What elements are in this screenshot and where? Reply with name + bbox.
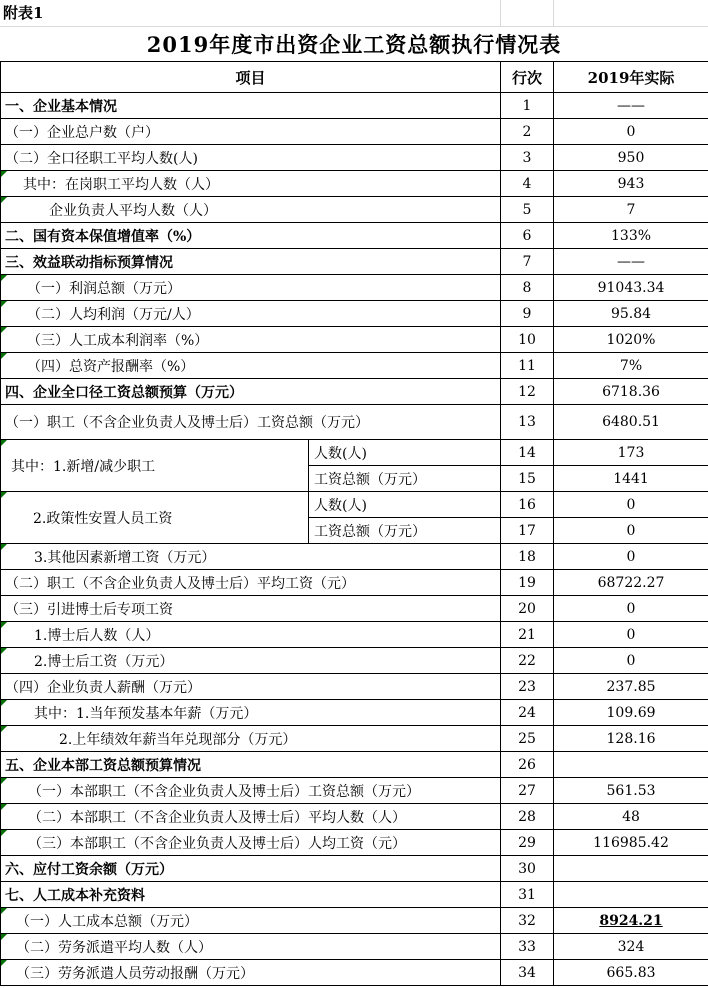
value-cell: 0 xyxy=(554,518,708,544)
col-header-actual: 2019年实际 xyxy=(554,62,708,93)
sub-item-cell: 工资总额（万元） xyxy=(309,518,501,544)
header-row xyxy=(1,62,708,93)
value-cell: 0 xyxy=(554,544,708,570)
value-cell: 943 xyxy=(554,171,708,197)
value-cell: 561.53 xyxy=(554,778,708,804)
wage-execution-table xyxy=(0,61,708,986)
line-no-cell: 12 xyxy=(501,379,554,405)
gridline xyxy=(500,0,501,26)
value-cell: 128.16 xyxy=(554,726,708,752)
value-cell: 109.69 xyxy=(554,700,708,726)
item-cell: 3.其他因素新增工资（万元） xyxy=(1,544,501,570)
line-no-cell: 23 xyxy=(501,674,554,700)
line-no-cell: 27 xyxy=(501,778,554,804)
item-group-cell: 2.政策性安置人员工资 xyxy=(1,492,309,544)
item-cell: （四）企业负责人薪酬（万元） xyxy=(1,674,501,700)
item-cell: 四、企业全口径工资总额预算（万元） xyxy=(1,379,501,405)
sub-item-cell: 人数(人) xyxy=(309,492,501,518)
value-cell: 6480.51 xyxy=(554,405,708,440)
table-row xyxy=(1,379,708,405)
col-header-line-no: 行次 xyxy=(501,62,554,93)
value-cell: 0 xyxy=(554,622,708,648)
line-no-cell: 34 xyxy=(501,960,554,986)
item-cell: 七、人工成本补充资料 xyxy=(1,882,501,908)
table-row xyxy=(1,223,708,249)
item-cell: （三）劳务派遣人员劳动报酬（万元） xyxy=(1,960,501,986)
sub-item-cell: 工资总额（万元） xyxy=(309,466,501,492)
item-cell: 其中：1.当年预发基本年薪（万元） xyxy=(1,700,501,726)
line-no-cell: 20 xyxy=(501,596,554,622)
item-cell: 五、企业本部工资总额预算情况 xyxy=(1,752,501,778)
item-cell: （一）职工（不含企业负责人及博士后）工资总额（万元） xyxy=(1,405,501,440)
cell-flag-icon xyxy=(1,353,7,359)
cell-flag-icon xyxy=(1,440,7,446)
value-cell: 95.84 xyxy=(554,301,708,327)
value-cell: 6718.36 xyxy=(554,379,708,405)
gridline xyxy=(553,0,554,26)
value-cell: 1020% xyxy=(554,327,708,353)
table-row xyxy=(1,648,708,674)
cell-flag-icon xyxy=(1,908,7,914)
value-cell: 0 xyxy=(554,119,708,145)
table-row xyxy=(1,119,708,145)
value-cell: 68722.27 xyxy=(554,570,708,596)
table-row xyxy=(1,249,708,275)
cell-flag-icon xyxy=(1,197,7,203)
table-row xyxy=(1,492,708,518)
line-no-cell: 14 xyxy=(501,440,554,466)
item-cell: 二、国有资本保值增值率（%） xyxy=(1,223,501,249)
appendix-label: 附表1 xyxy=(3,4,44,22)
item-cell: 1.博士后人数（人） xyxy=(1,622,501,648)
table-row xyxy=(1,570,708,596)
col-header-item: 项目 xyxy=(1,62,501,93)
value-cell: 48 xyxy=(554,804,708,830)
sub-item-cell: 人数(人) xyxy=(309,440,501,466)
cell-flag-icon xyxy=(1,275,7,281)
pre-title-row xyxy=(0,0,708,27)
cell-flag-icon xyxy=(1,544,7,550)
value-cell xyxy=(554,882,708,908)
line-no-cell: 2 xyxy=(501,119,554,145)
cell-flag-icon xyxy=(1,830,7,836)
table-row xyxy=(1,830,708,856)
value-cell: 116985.42 xyxy=(554,830,708,856)
table-row xyxy=(1,327,708,353)
cell-flag-icon xyxy=(1,301,7,307)
line-no-cell: 16 xyxy=(501,492,554,518)
table-row xyxy=(1,674,708,700)
table-row xyxy=(1,856,708,882)
table-row xyxy=(1,960,708,986)
line-no-cell: 8 xyxy=(501,275,554,301)
line-no-cell: 5 xyxy=(501,197,554,223)
value-cell: —— xyxy=(554,93,708,119)
line-no-cell: 1 xyxy=(501,93,554,119)
cell-flag-icon xyxy=(1,960,7,966)
line-no-cell: 4 xyxy=(501,171,554,197)
table-row xyxy=(1,301,708,327)
item-cell: 一、企业基本情况 xyxy=(1,93,501,119)
item-cell: （三）人工成本利润率（%） xyxy=(1,327,501,353)
line-no-cell: 21 xyxy=(501,622,554,648)
line-no-cell: 26 xyxy=(501,752,554,778)
line-no-cell: 18 xyxy=(501,544,554,570)
table-row xyxy=(1,353,708,379)
item-cell: （二）本部职工（不含企业负责人及博士后）平均人数（人） xyxy=(1,804,501,830)
item-cell: 六、应付工资余额（万元） xyxy=(1,856,501,882)
table-row xyxy=(1,197,708,223)
line-no-cell: 32 xyxy=(501,908,554,934)
table-row xyxy=(1,934,708,960)
table-row xyxy=(1,440,708,466)
item-cell: 企业负责人平均人数（人） xyxy=(1,197,501,223)
line-no-cell: 28 xyxy=(501,804,554,830)
page-title: 2019年度市出资企业工资总额执行情况表 xyxy=(146,32,562,57)
item-cell: （二）职工（不含企业负责人及博士后）平均工资（元） xyxy=(1,570,501,596)
table-row xyxy=(1,726,708,752)
table-row xyxy=(1,275,708,301)
cell-flag-icon xyxy=(1,622,7,628)
value-cell: 91043.34 xyxy=(554,275,708,301)
line-no-cell: 25 xyxy=(501,726,554,752)
item-cell: 其中：在岗职工平均人数（人） xyxy=(1,171,501,197)
item-cell: （一）企业总户数（户） xyxy=(1,119,501,145)
item-cell: （二）人均利润（万元/人） xyxy=(1,301,501,327)
item-cell: （二）全口径职工平均人数(人) xyxy=(1,145,501,171)
value-cell: 324 xyxy=(554,934,708,960)
table-row xyxy=(1,752,708,778)
line-no-cell: 15 xyxy=(501,466,554,492)
cell-flag-icon xyxy=(1,700,7,706)
value-cell: 8924.21 xyxy=(554,908,708,934)
table-row xyxy=(1,145,708,171)
line-no-cell: 22 xyxy=(501,648,554,674)
cell-flag-icon xyxy=(1,804,7,810)
line-no-cell: 7 xyxy=(501,249,554,275)
item-cell: （四）总资产报酬率（%） xyxy=(1,353,501,379)
value-cell: 950 xyxy=(554,145,708,171)
line-no-cell: 9 xyxy=(501,301,554,327)
table-row xyxy=(1,908,708,934)
table-row xyxy=(1,622,708,648)
item-cell: 2.上年绩效年薪当年兑现部分（万元） xyxy=(1,726,501,752)
line-no-cell: 33 xyxy=(501,934,554,960)
cell-flag-icon xyxy=(1,648,7,654)
line-no-cell: 10 xyxy=(501,327,554,353)
value-cell: 0 xyxy=(554,596,708,622)
cell-flag-icon xyxy=(1,171,7,177)
cell-flag-icon xyxy=(1,778,7,784)
value-cell xyxy=(554,752,708,778)
item-cell: （一）利润总额（万元） xyxy=(1,275,501,301)
line-no-cell: 30 xyxy=(501,856,554,882)
table-row xyxy=(1,544,708,570)
cell-flag-icon xyxy=(1,726,7,732)
item-cell: （一）本部职工（不含企业负责人及博士后）工资总额（万元） xyxy=(1,778,501,804)
item-cell: 2.博士后工资（万元） xyxy=(1,648,501,674)
value-cell: 665.83 xyxy=(554,960,708,986)
table-row xyxy=(1,700,708,726)
line-no-cell: 6 xyxy=(501,223,554,249)
table-row xyxy=(1,171,708,197)
cell-flag-icon xyxy=(1,492,7,498)
value-cell: 0 xyxy=(554,648,708,674)
table-row xyxy=(1,882,708,908)
line-no-cell: 3 xyxy=(501,145,554,171)
value-cell: 173 xyxy=(554,440,708,466)
item-cell: （一）人工成本总额（万元） xyxy=(1,908,501,934)
table-row xyxy=(1,93,708,119)
table-row xyxy=(1,596,708,622)
line-no-cell: 31 xyxy=(501,882,554,908)
value-cell: 133% xyxy=(554,223,708,249)
value-cell: 7 xyxy=(554,197,708,223)
value-cell: 7% xyxy=(554,353,708,379)
cell-flag-icon xyxy=(1,934,7,940)
item-cell: （三）引进博士后专项工资 xyxy=(1,596,501,622)
item-cell: （二）劳务派遣平均人数（人） xyxy=(1,934,501,960)
line-no-cell: 19 xyxy=(501,570,554,596)
item-cell: （三）本部职工（不含企业负责人及博士后）人均工资（元） xyxy=(1,830,501,856)
line-no-cell: 29 xyxy=(501,830,554,856)
value-cell: 1441 xyxy=(554,466,708,492)
line-no-cell: 13 xyxy=(501,405,554,440)
item-group-cell: 其中：1.新增/减少职工 xyxy=(1,440,309,492)
table-row xyxy=(1,804,708,830)
item-cell: 三、效益联动指标预算情况 xyxy=(1,249,501,275)
line-no-cell: 17 xyxy=(501,518,554,544)
value-cell: —— xyxy=(554,249,708,275)
value-cell: 0 xyxy=(554,492,708,518)
line-no-cell: 11 xyxy=(501,353,554,379)
value-cell: 237.85 xyxy=(554,674,708,700)
cell-flag-icon xyxy=(1,327,7,333)
table-row xyxy=(1,778,708,804)
line-no-cell: 24 xyxy=(501,700,554,726)
value-cell xyxy=(554,856,708,882)
table-row xyxy=(1,405,708,440)
